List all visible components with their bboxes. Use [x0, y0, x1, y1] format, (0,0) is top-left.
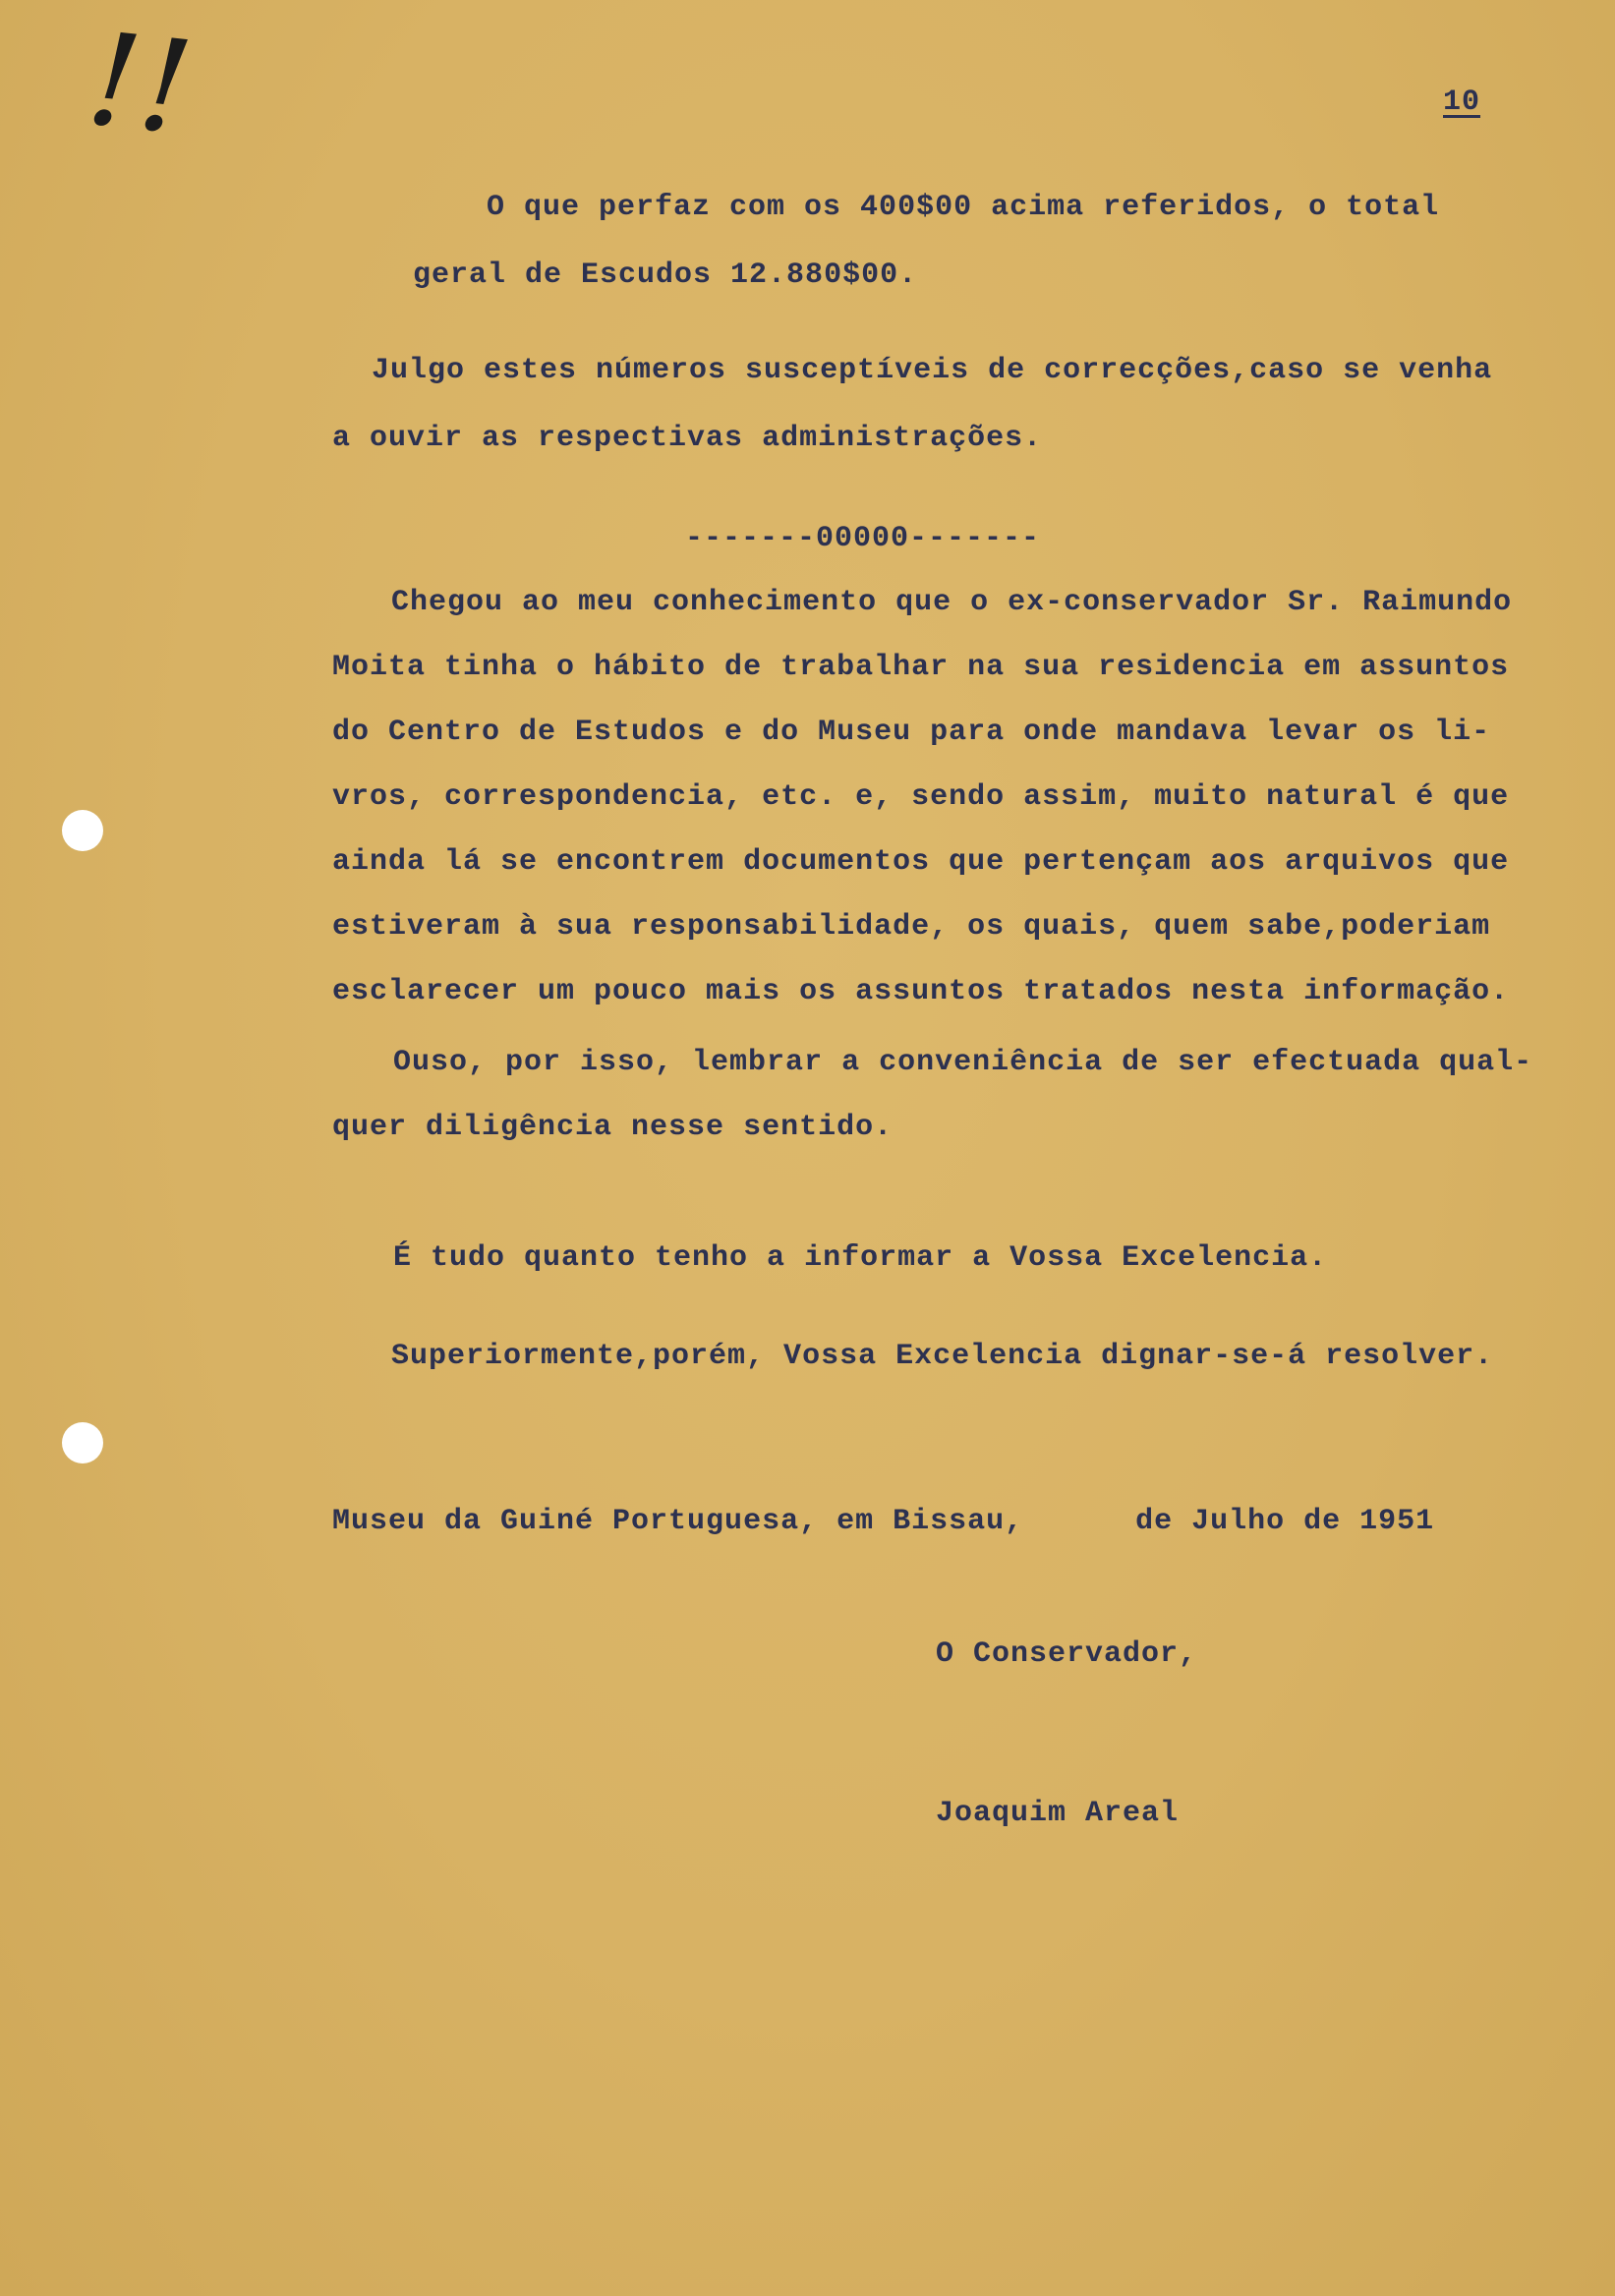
- punch-hole-top: [62, 810, 103, 851]
- paragraph3-line7: esclarecer um pouco mais os assuntos tratados nesta informação.: [332, 975, 1510, 1008]
- paragraph1-line2: geral de Escudos 12.880$00.: [413, 258, 918, 292]
- paragraph4-line1: Ouso, por isso, lembrar a conveniência de ser efectuada qual-: [393, 1046, 1533, 1079]
- paragraph3-line4: vros, correspondencia, etc. e, sendo assim, muito natural é que: [332, 780, 1510, 814]
- paragraph3-line6: estiveram à sua responsabilidade, os quais, quem sabe,poderiam: [332, 910, 1491, 944]
- paragraph3-line3: do Centro de Estudos e do Museu para onde mandava levar os li-: [332, 716, 1491, 749]
- closing-statement: É tudo quanto tenho a informar a Vossa Excelencia.: [393, 1241, 1328, 1275]
- paragraph2-line1: Julgo estes números susceptíveis de correcções,caso se venha: [372, 354, 1493, 387]
- punch-hole-bottom: [62, 1422, 103, 1464]
- paragraph2-line2: a ouvir as respectivas administrações.: [332, 422, 1043, 455]
- closing-request: Superiormente,porém, Vossa Excelencia dignar-se-á resolver.: [391, 1340, 1494, 1373]
- paragraph1-line1: O que perfaz com os 400$00 acima referidos, o total: [487, 191, 1440, 224]
- paragraph3-line1: Chegou ao meu conhecimento que o ex-conservador Sr. Raimundo: [391, 586, 1513, 619]
- handwritten-mark: !!: [81, 3, 200, 164]
- signature-title: O Conservador,: [936, 1637, 1198, 1671]
- paragraph4-line2: quer diligência nesse sentido.: [332, 1111, 894, 1144]
- place-and-date: Museu da Guiné Portuguesa, em Bissau, de Julho de 1951: [332, 1505, 1435, 1538]
- section-separator: -------00000-------: [685, 522, 1041, 555]
- paragraph3-line2: Moita tinha o hábito de trabalhar na sua residencia em assuntos: [332, 651, 1510, 684]
- signature-name: Joaquim Areal: [936, 1797, 1180, 1830]
- paragraph3-line5: ainda lá se encontrem documentos que pertençam aos arquivos que: [332, 845, 1510, 879]
- page-number: 10: [1443, 86, 1481, 119]
